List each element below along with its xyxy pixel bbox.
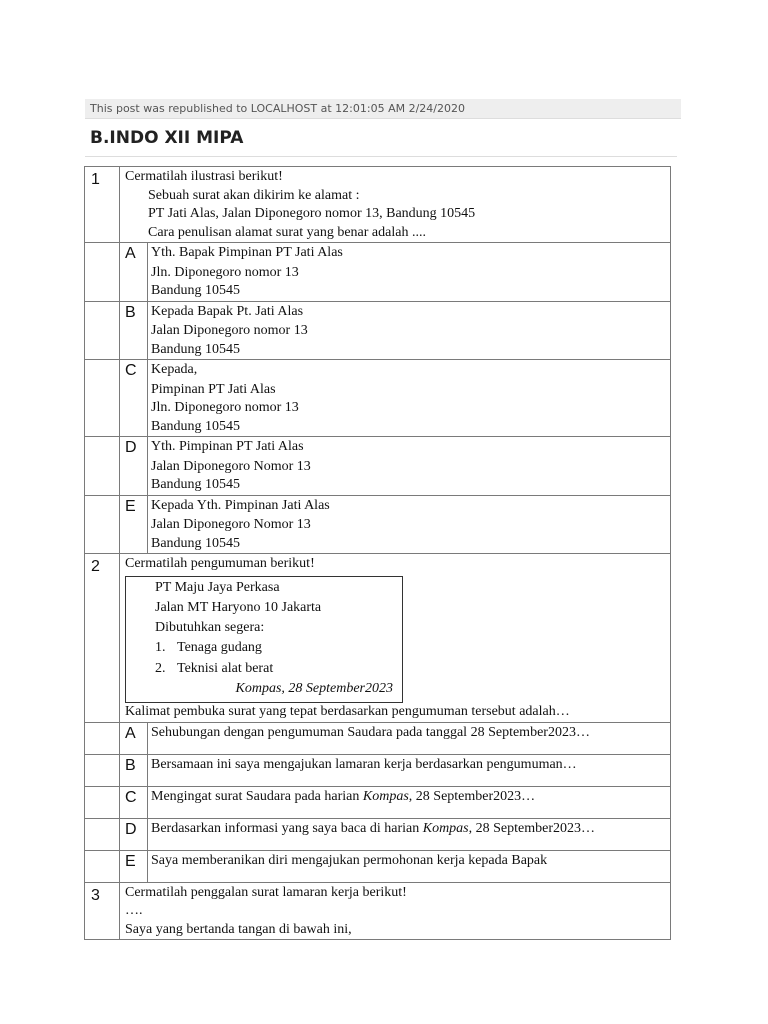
option-letter[interactable]: B [120, 301, 148, 360]
option-line: Bandung 10545 [151, 477, 241, 492]
announcement-list [155, 638, 402, 679]
question-number: 3 [85, 882, 120, 940]
option-text[interactable]: Saya memberanikan diri mengajukan permohonan kerja kepada Bapak [148, 850, 671, 882]
option-text[interactable]: Berdasarkan informasi yang saya baca di harian Kompas, 28 September2023… [148, 818, 671, 850]
option-line: Yth. Bapak Pimpinan PT Jati Alas [151, 245, 343, 260]
announcement-needed: Dibutuhkan segera: [155, 620, 265, 636]
option-letter[interactable]: D [120, 437, 148, 496]
question-text [120, 882, 671, 940]
option-letter[interactable]: E [120, 495, 148, 554]
question-prompt: Cermatilah penggalan surat lamaran kerja berikut! [125, 884, 407, 900]
option-row[interactable] [85, 495, 671, 554]
option-line: Jalan Diponegoro Nomor 13 [151, 517, 311, 532]
question-line: Cara penulisan alamat surat yang benar adalah .... [148, 224, 426, 240]
republish-banner: This post was republished to LOCALHOST at 12:01:05 AM 2/24/2020 [85, 99, 681, 119]
question-row [85, 554, 671, 723]
option-letter[interactable]: D [120, 818, 148, 850]
option-line: Bandung 10545 [151, 535, 241, 551]
option-line: Bandung 10545 [151, 418, 241, 434]
question-prompt: Kalimat pembuka surat yang tepat berdasarkan pengumuman tersebut adalah… [125, 704, 570, 720]
option-row[interactable] [85, 437, 671, 496]
option-line: Kepada Yth. Pimpinan Jati Alas [151, 497, 330, 513]
option-letter[interactable]: C [120, 786, 148, 818]
option-row[interactable] [85, 243, 671, 302]
option-text[interactable] [148, 437, 671, 496]
list-item: 2. Teknisi alat berat [155, 660, 274, 676]
option-letter[interactable]: B [120, 754, 148, 786]
option-text[interactable] [148, 301, 671, 360]
question-line: Saya yang bertanda tangan di bawah ini, [125, 921, 352, 937]
question-line: Sebuah surat akan dikirim ke alamat : [148, 187, 360, 203]
option-text[interactable] [148, 495, 671, 554]
option-letter[interactable]: E [120, 850, 148, 882]
option-line: Kepada Bapak Pt. Jati Alas [151, 303, 304, 319]
question-text [120, 167, 671, 243]
question-number: 2 [85, 554, 120, 723]
option-row[interactable] [85, 786, 671, 818]
question-table [84, 166, 671, 940]
option-text[interactable]: Mengingat surat Saudara pada harian Kompas, 28 September2023… [148, 786, 671, 818]
option-line: Yth. Pimpinan PT Jati Alas [151, 439, 304, 454]
job-announcement [125, 576, 403, 704]
option-line: Jln. Diponegoro nomor 13 [151, 264, 299, 280]
option-line: Jalan Diponegoro nomor 13 [151, 323, 308, 338]
option-letter[interactable]: A [120, 243, 148, 302]
option-letter[interactable]: A [120, 722, 148, 754]
option-row[interactable] [85, 722, 671, 754]
option-line: Bandung 10545 [151, 341, 241, 357]
question-prompt: Cermatilah pengumuman berikut! [125, 556, 315, 571]
page-title: B.INDO XII MIPA [90, 128, 244, 148]
option-letter[interactable]: C [120, 360, 148, 437]
option-text[interactable] [148, 360, 671, 437]
question-line: …. [125, 903, 143, 919]
title-divider [85, 156, 677, 157]
option-line: Jalan Diponegoro Nomor 13 [151, 458, 311, 474]
option-row[interactable] [85, 301, 671, 360]
option-row[interactable] [85, 754, 671, 786]
option-text[interactable]: Bersamaan ini saya mengajukan lamaran kerja berdasarkan pengumuman… [148, 754, 671, 786]
announcement-source: Kompas, 28 September2023 [235, 680, 393, 696]
question-line: PT Jati Alas, Jalan Diponegoro nomor 13, Bandung 10545 [148, 206, 476, 221]
option-line: Kepada, [151, 362, 198, 377]
question-row [85, 882, 671, 940]
announcement-company: PT Maju Jaya Perkasa [155, 579, 280, 595]
option-text[interactable]: Sehubungan dengan pengumuman Saudara pada tanggal 28 September2023… [148, 722, 671, 754]
question-row [85, 167, 671, 243]
announcement-address: Jalan MT Haryono 10 Jakarta [155, 599, 322, 615]
option-row[interactable] [85, 360, 671, 437]
question-prompt: Cermatilah ilustrasi berikut! [125, 169, 283, 184]
list-item: 1. Tenaga gudang [155, 640, 262, 656]
question-text [120, 554, 671, 723]
option-text[interactable] [148, 243, 671, 302]
option-line: Bandung 10545 [151, 283, 241, 298]
option-row[interactable] [85, 850, 671, 882]
question-number: 1 [85, 167, 120, 243]
option-row[interactable] [85, 818, 671, 850]
option-line: Pimpinan PT Jati Alas [151, 381, 276, 397]
option-line: Jln. Diponegoro nomor 13 [151, 400, 299, 415]
